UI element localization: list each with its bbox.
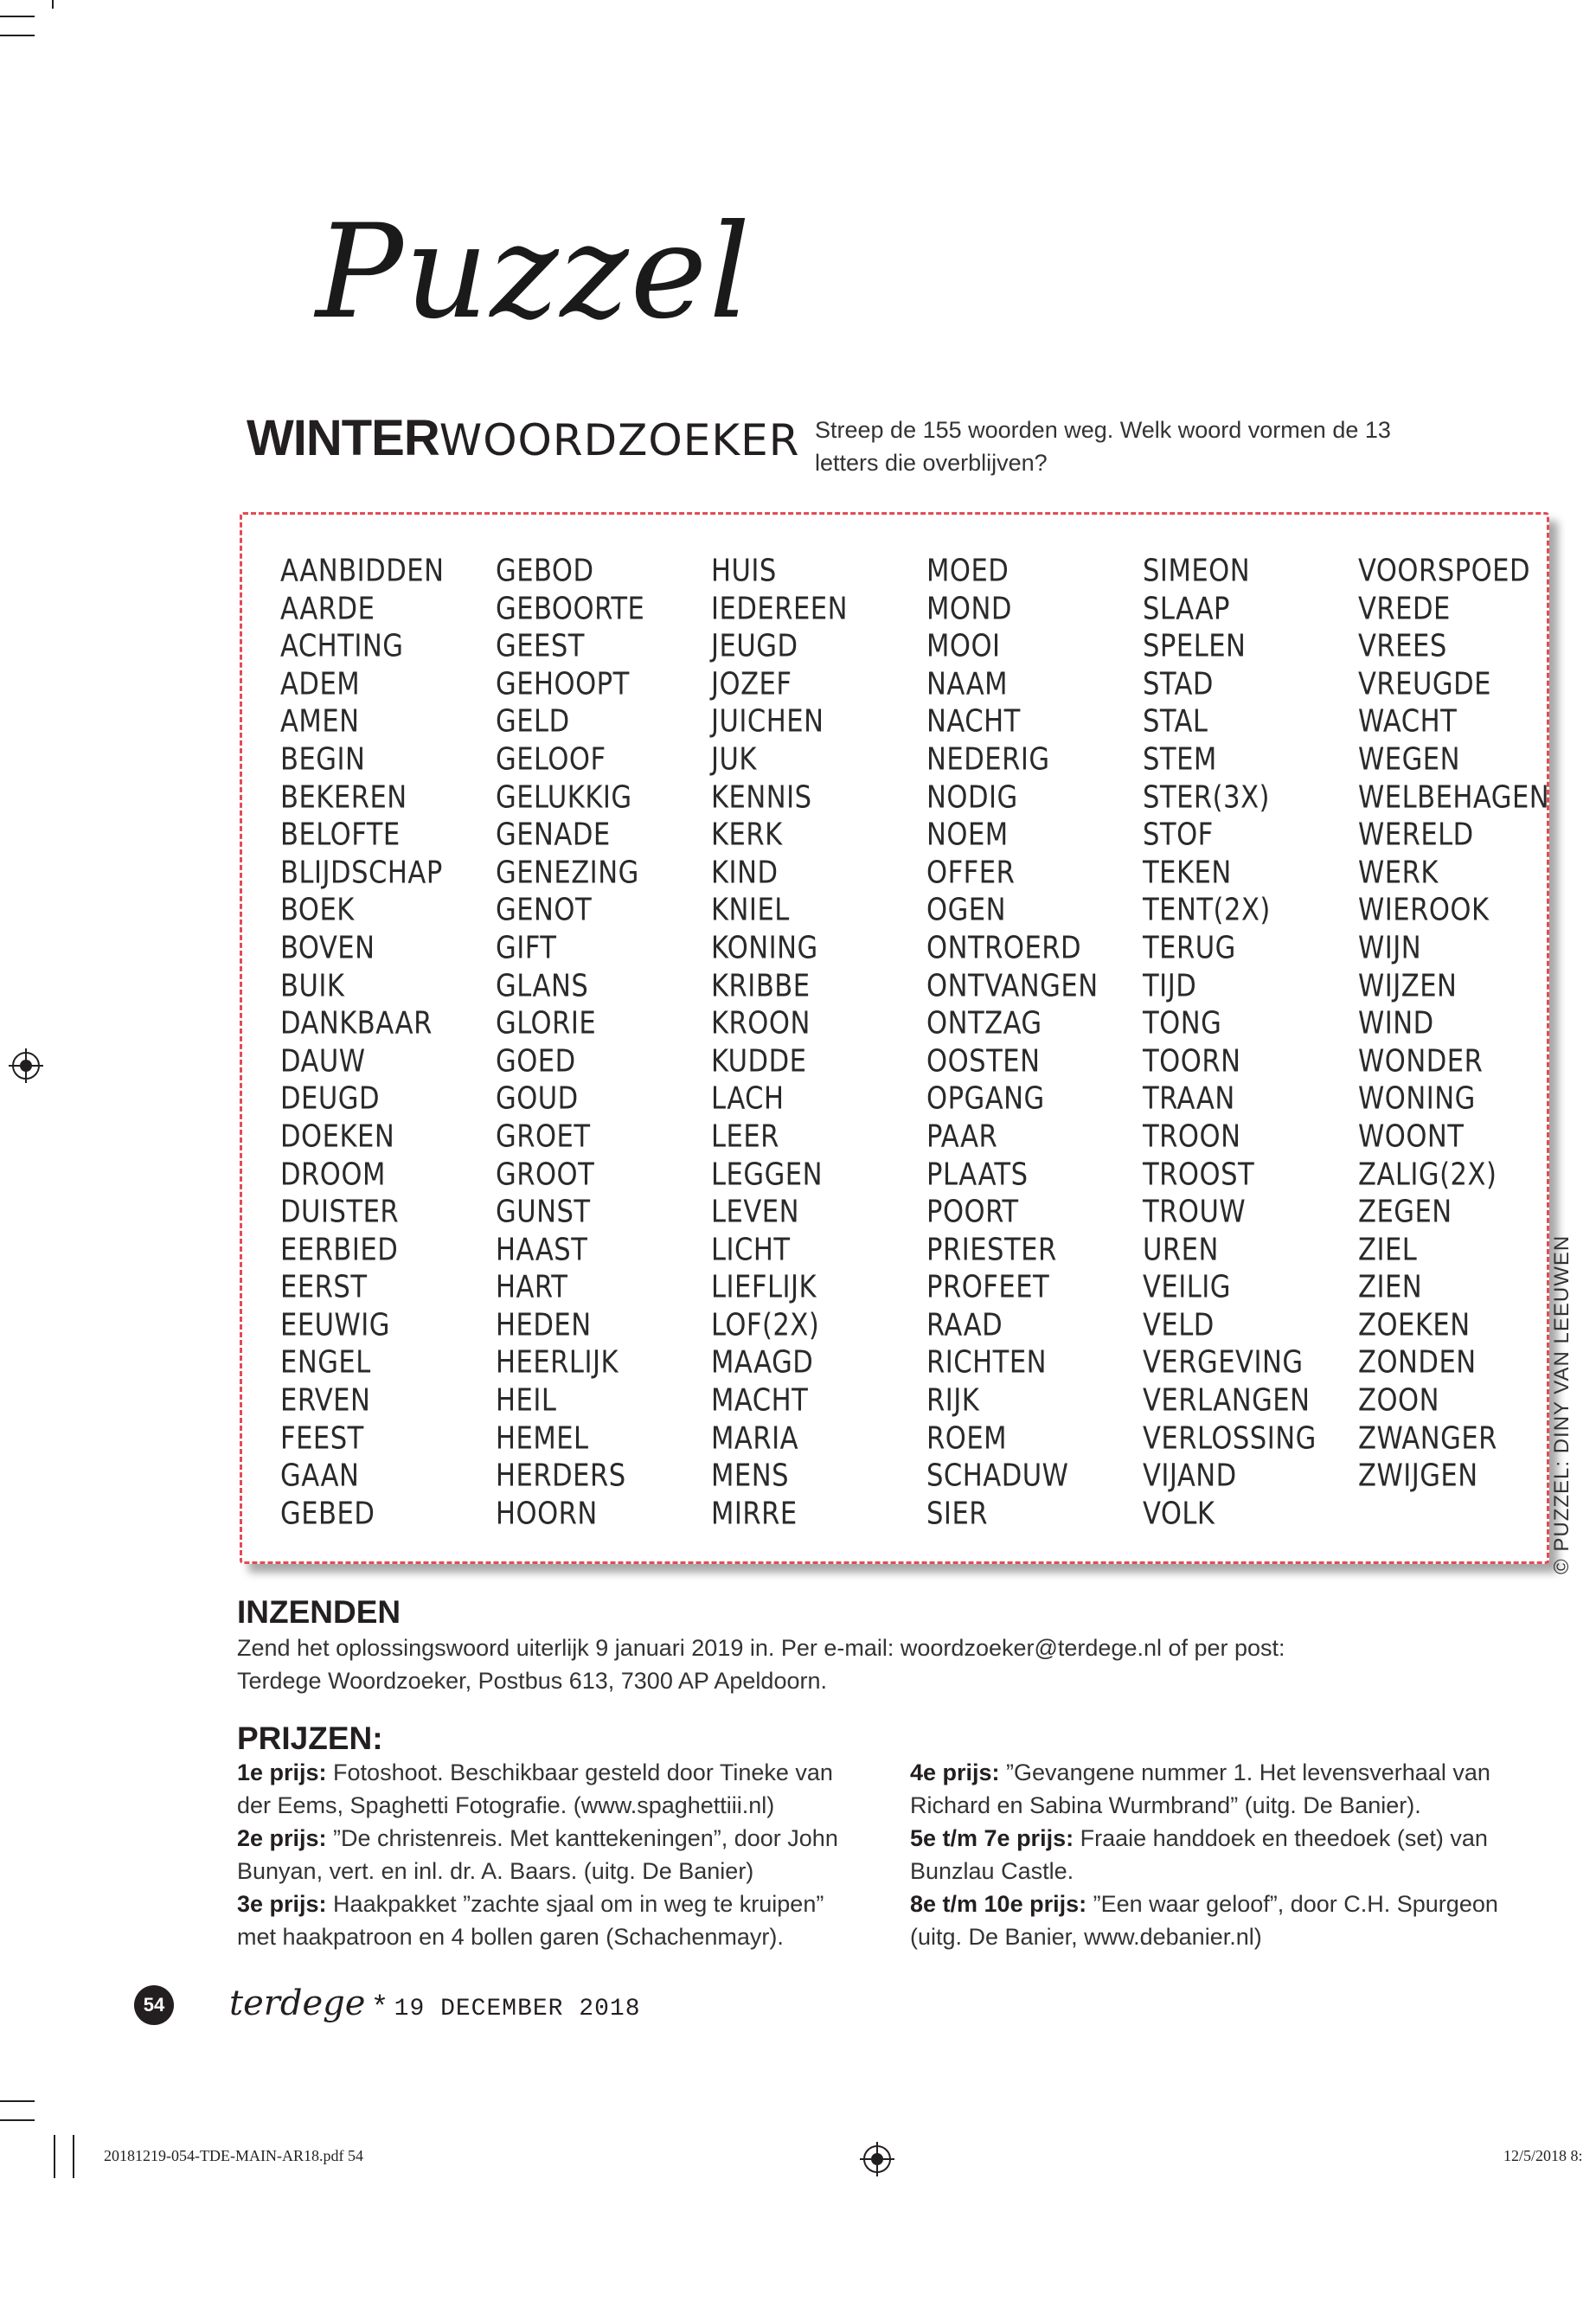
word-item: RIJK xyxy=(926,1382,980,1420)
word-item: WEGEN xyxy=(1358,740,1460,778)
puzzle-subtitle xyxy=(247,410,800,466)
word-item: WACHT xyxy=(1358,703,1458,740)
word-item: KNIEL xyxy=(711,892,790,929)
prize-rank: 8e t/m 10e prijs: xyxy=(910,1891,1087,1917)
copyright-credit: © PUZZEL: DINY VAN LEEUWEN xyxy=(1550,1234,1574,1574)
word-item: ACHTING xyxy=(280,628,404,665)
crop-mark xyxy=(0,16,35,17)
word-item: PRIESTER xyxy=(926,1231,1057,1268)
word-item: GOUD xyxy=(496,1080,579,1118)
instructions: Streep de 155 woorden weg. Welk woord vormen de 13 letters die overblijven? xyxy=(815,417,1391,476)
word-item: ZIEL xyxy=(1358,1231,1418,1268)
word-item: HOORN xyxy=(496,1495,598,1532)
prize-text: Fotoshoot. Beschikbaar gesteld door Tineke van der Eems, Spaghetti Fotografie. (www.spaghettiii.nl) xyxy=(237,1759,833,1818)
word-item: GEEST xyxy=(496,628,585,665)
word-item: KUDDE xyxy=(711,1042,807,1080)
word-item: GIFT xyxy=(496,929,557,966)
word-item: OGEN xyxy=(926,892,1006,929)
word-item: EERBIED xyxy=(280,1231,399,1268)
word-item: STEM xyxy=(1143,740,1217,778)
word-item: KERK xyxy=(711,817,783,854)
word-item: TRAAN xyxy=(1143,1080,1235,1118)
word-item: DANKBAAR xyxy=(280,1005,433,1042)
word-item: MENS xyxy=(711,1458,790,1495)
word-item: GROET xyxy=(496,1118,591,1155)
word-item: ERVEN xyxy=(280,1382,371,1420)
word-item: WONDER xyxy=(1358,1042,1484,1080)
word-item: HAAST xyxy=(496,1231,588,1268)
word-item: ADEM xyxy=(280,665,361,702)
crop-mark xyxy=(73,2135,74,2178)
word-item: ZEGEN xyxy=(1358,1194,1452,1231)
word-item: MOOI xyxy=(926,628,1001,665)
word-item: LIEFLIJK xyxy=(711,1269,817,1306)
word-column xyxy=(496,553,644,1533)
word-item: PROFEET xyxy=(926,1269,1050,1306)
subtitle-bold: WINTER xyxy=(247,410,439,466)
word-item: WIJZEN xyxy=(1358,967,1458,1004)
word-item: RICHTEN xyxy=(926,1344,1048,1381)
footer-masthead xyxy=(229,1982,641,2031)
word-item: GLANS xyxy=(496,967,589,1004)
word-item: TERUG xyxy=(1143,929,1236,966)
registration-mark-icon xyxy=(863,2145,891,2173)
word-item: WERELD xyxy=(1358,817,1474,854)
word-column xyxy=(926,553,1099,1533)
word-item: VIJAND xyxy=(1143,1458,1237,1495)
word-item: VEILIG xyxy=(1143,1269,1232,1306)
word-item: GLORIE xyxy=(496,1005,597,1042)
word-item: ONTVANGEN xyxy=(926,967,1099,1004)
word-item: ZONDEN xyxy=(1358,1344,1477,1381)
word-item: LOF(2X) xyxy=(711,1306,820,1343)
prize-rank: 3e prijs: xyxy=(237,1891,327,1917)
prize-entry xyxy=(237,1888,869,1953)
word-item: LEGGEN xyxy=(711,1156,823,1193)
word-item: GOED xyxy=(496,1042,576,1080)
crop-mark xyxy=(0,35,35,36)
word-item: AANBIDDEN xyxy=(280,552,445,589)
word-item: GENEZING xyxy=(496,854,639,891)
word-item: DEUGD xyxy=(280,1080,381,1118)
word-item: KIND xyxy=(711,854,779,891)
word-item: SCHADUW xyxy=(926,1458,1069,1495)
word-item: LEVEN xyxy=(711,1194,799,1231)
word-item: TROUW xyxy=(1143,1194,1247,1231)
crop-mark xyxy=(0,2119,35,2121)
registration-mark-icon xyxy=(12,1052,40,1080)
word-item: ENGEL xyxy=(280,1344,371,1381)
word-item: NOEM xyxy=(926,817,1009,854)
word-item: HEDEN xyxy=(496,1306,592,1343)
word-item: HEERLIJK xyxy=(496,1344,619,1381)
word-item: VERGEVING xyxy=(1143,1344,1304,1381)
word-item: MACHT xyxy=(711,1382,809,1420)
prize-rank: 2e prijs: xyxy=(237,1825,327,1851)
prize-text: Fraaie handdoek en theedoek (set) van Bunzlau Castle. xyxy=(910,1825,1488,1884)
word-item: OFFER xyxy=(926,854,1016,891)
word-item: DROOM xyxy=(280,1156,386,1193)
word-item: TROOST xyxy=(1143,1156,1255,1193)
word-item: BOVEN xyxy=(280,929,375,966)
word-item: DUISTER xyxy=(280,1194,400,1231)
word-item: BEGIN xyxy=(280,740,366,778)
word-item: HERDERS xyxy=(496,1458,626,1495)
word-item: HART xyxy=(496,1269,568,1306)
word-item: AARDE xyxy=(280,590,375,627)
word-item: BELOFTE xyxy=(280,817,401,854)
word-item: TOORN xyxy=(1143,1042,1241,1080)
word-item: JUICHEN xyxy=(711,703,824,740)
word-item: TEKEN xyxy=(1143,854,1232,891)
word-item: WELBEHAGEN xyxy=(1358,779,1550,816)
page-number: 54 xyxy=(134,1985,174,2025)
word-item: TROON xyxy=(1143,1118,1241,1155)
word-item: HUIS xyxy=(711,552,777,589)
word-item: MOND xyxy=(926,590,1012,627)
word-item: VOORSPOED xyxy=(1358,552,1531,589)
prize-text: ”Een waar geloof”, door C.H. Spurgeon (uitg. De Banier, www.debanier.nl) xyxy=(910,1891,1498,1950)
issue-date: 19 DECEMBER 2018 xyxy=(394,1996,641,2022)
word-item: SPELEN xyxy=(1143,628,1247,665)
word-item: MIRRE xyxy=(711,1495,798,1532)
brand-logo: terdege xyxy=(229,1984,366,2023)
word-item: WIJN xyxy=(1358,929,1422,966)
word-item: ZIEN xyxy=(1358,1269,1423,1306)
word-column xyxy=(1358,553,1549,1496)
prize-entry xyxy=(910,1888,1542,1953)
word-item: UREN xyxy=(1143,1231,1219,1268)
prize-text: ”De christenreis. Met kanttekeningen”, door John Bunyan, vert. en inl. dr. A. Baars. (uitg. De Banier) xyxy=(237,1825,838,1884)
word-item: PAAR xyxy=(926,1118,998,1155)
word-item: JUK xyxy=(711,740,757,778)
word-item: WERK xyxy=(1358,854,1439,891)
word-item: GENADE xyxy=(496,817,611,854)
word-item: STAL xyxy=(1143,703,1208,740)
word-item: VOLK xyxy=(1143,1495,1215,1532)
word-item: VREDE xyxy=(1358,590,1451,627)
prize-rank: 1e prijs: xyxy=(237,1759,327,1785)
word-item: BOEK xyxy=(280,892,355,929)
word-item: KENNIS xyxy=(711,779,812,816)
word-item: SIMEON xyxy=(1143,552,1251,589)
word-item: HEIL xyxy=(496,1382,557,1420)
word-item: NEDERIG xyxy=(926,740,1050,778)
print-slug-file: 20181219-054-TDE-MAIN-AR18.pdf 54 xyxy=(104,2147,363,2164)
print-slug-date: 12/5/2018 8: xyxy=(1503,2147,1583,2164)
word-list-box xyxy=(240,512,1549,1564)
prize-column-left xyxy=(237,1756,869,1953)
word-item: MOED xyxy=(926,552,1010,589)
word-item: GROOT xyxy=(496,1156,595,1193)
word-item: JEUGD xyxy=(711,628,798,665)
word-item: OPGANG xyxy=(926,1080,1045,1118)
word-item: OOSTEN xyxy=(926,1042,1041,1080)
word-item: WOONT xyxy=(1358,1118,1465,1155)
word-item: KONING xyxy=(711,929,818,966)
word-item: BEKEREN xyxy=(280,779,407,816)
word-item: RAAD xyxy=(926,1306,1003,1343)
prize-column-right xyxy=(910,1756,1542,1953)
crop-mark xyxy=(54,2135,55,2178)
word-item: LACH xyxy=(711,1080,785,1118)
word-item: VERLANGEN xyxy=(1143,1382,1311,1420)
word-item: GELOOF xyxy=(496,740,606,778)
word-column xyxy=(280,553,444,1533)
word-item: GEBED xyxy=(280,1495,375,1532)
word-item: ZOEKEN xyxy=(1358,1306,1471,1343)
word-item: DAUW xyxy=(280,1042,366,1080)
word-item: KROON xyxy=(711,1005,811,1042)
word-item: STOF xyxy=(1143,817,1214,854)
word-item: VREUGDE xyxy=(1358,665,1491,702)
word-item: JOZEF xyxy=(711,665,792,702)
prijzen-heading: PRIJZEN: xyxy=(237,1721,383,1756)
word-item: POORT xyxy=(926,1194,1019,1231)
word-column xyxy=(1143,553,1317,1533)
inzenden-line: Terdege Woordzoeker, Postbus 613, 7300 AP Apeldoorn. xyxy=(237,1668,827,1694)
word-item: NAAM xyxy=(926,665,1009,702)
word-item: WONING xyxy=(1358,1080,1476,1118)
word-item: NACHT xyxy=(926,703,1021,740)
inzenden-line: Zend het oplossingswoord uiterlijk 9 januari 2019 in. Per e-mail: woordzoeker@terdege.nl of per post: xyxy=(237,1635,1285,1661)
inzenden-heading: INZENDEN xyxy=(237,1594,401,1630)
word-item: STER(3X) xyxy=(1143,779,1270,816)
prize-entry xyxy=(910,1756,1542,1822)
prize-entry xyxy=(237,1756,869,1822)
inzenden-text xyxy=(237,1631,1362,1697)
word-item: HEMEL xyxy=(496,1420,589,1457)
word-item: TENT(2X) xyxy=(1143,892,1271,929)
word-item: GELUKKIG xyxy=(496,779,632,816)
prize-text: Haakpakket ”zachte sjaal om in weg te kruipen” met haakpatroon en 4 bollen garen (Schachenmayr). xyxy=(237,1891,824,1950)
word-item: ROEM xyxy=(926,1420,1008,1457)
word-item: ZOON xyxy=(1358,1382,1439,1420)
word-item: STAD xyxy=(1143,665,1214,702)
word-item: ONTROERD xyxy=(926,929,1082,966)
subtitle-light: WOORDZOEKER xyxy=(439,415,800,465)
separator-icon: * xyxy=(374,1989,386,2022)
word-item: LEER xyxy=(711,1118,779,1155)
word-item: ONTZAG xyxy=(926,1005,1042,1042)
word-item: IEDEREEN xyxy=(711,590,848,627)
word-item: SIER xyxy=(926,1495,989,1532)
word-column xyxy=(711,553,848,1533)
word-item: WIEROOK xyxy=(1358,892,1490,929)
crop-mark xyxy=(0,2100,35,2102)
prize-entry xyxy=(237,1822,869,1888)
prize-rank: 5e t/m 7e prijs: xyxy=(910,1825,1074,1851)
word-item: MAAGD xyxy=(711,1344,814,1381)
word-item: GEHOOPT xyxy=(496,665,630,702)
word-item: ZWANGER xyxy=(1358,1420,1497,1457)
prize-text: ”Gevangene nummer 1. Het levensverhaal van Richard en Sabina Wurmbrand” (uitg. De Banier). xyxy=(910,1759,1490,1818)
word-item: DOEKEN xyxy=(280,1118,395,1155)
word-item: VREES xyxy=(1358,628,1447,665)
prize-entry xyxy=(910,1822,1542,1888)
word-item: GEBOD xyxy=(496,552,594,589)
word-item: TIJD xyxy=(1143,967,1197,1004)
word-item: FEEST xyxy=(280,1420,364,1457)
crop-mark xyxy=(52,0,54,9)
word-item: WIND xyxy=(1358,1005,1434,1042)
word-item: GELD xyxy=(496,703,570,740)
word-item: VELD xyxy=(1143,1306,1215,1343)
word-item: EERST xyxy=(280,1269,368,1306)
word-item: GAAN xyxy=(280,1458,360,1495)
page-title: Puzzel xyxy=(316,197,753,348)
word-item: ZWIJGEN xyxy=(1358,1458,1478,1495)
word-item: GUNST xyxy=(496,1194,591,1231)
word-item: LICHT xyxy=(711,1231,791,1268)
word-item: EEUWIG xyxy=(280,1306,391,1343)
word-item: PLAATS xyxy=(926,1156,1029,1193)
word-item: AMEN xyxy=(280,703,360,740)
word-item: MARIA xyxy=(711,1420,798,1457)
word-item: GENOT xyxy=(496,892,593,929)
word-item: VERLOSSING xyxy=(1143,1420,1317,1457)
word-item: GEBOORTE xyxy=(496,590,645,627)
word-item: NODIG xyxy=(926,779,1018,816)
word-item: ZALIG(2X) xyxy=(1358,1156,1497,1193)
word-item: BLIJDSCHAP xyxy=(280,854,443,891)
word-item: TONG xyxy=(1143,1005,1222,1042)
word-item: SLAAP xyxy=(1143,590,1230,627)
prize-rank: 4e prijs: xyxy=(910,1759,1000,1785)
word-item: BUIK xyxy=(280,967,345,1004)
word-item: KRIBBE xyxy=(711,967,811,1004)
